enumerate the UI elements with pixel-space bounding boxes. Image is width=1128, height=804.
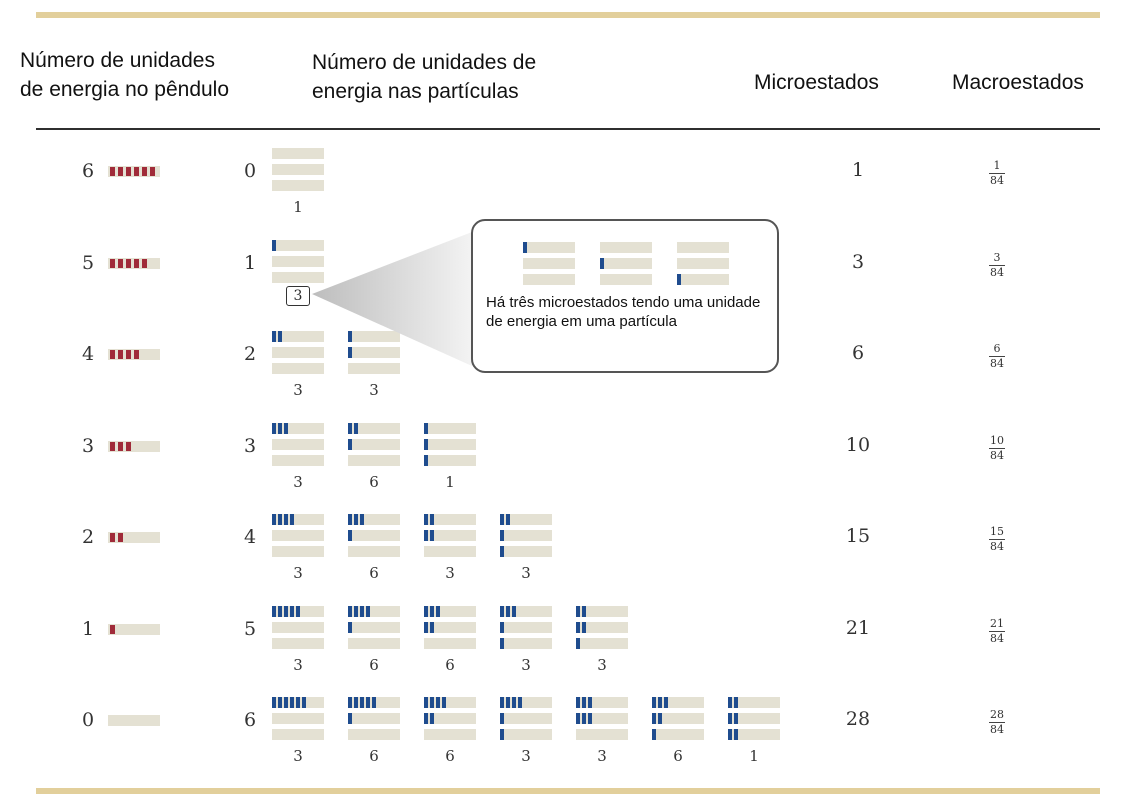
microstates-value: 3 <box>851 250 865 273</box>
group-count: 6 <box>445 655 455 674</box>
group-count: 1 <box>293 198 303 216</box>
fraction-denominator: 84 <box>990 448 1004 462</box>
group-count: 3 <box>369 381 379 399</box>
group-count: 3 <box>293 655 303 674</box>
group-count: 3 <box>521 564 531 582</box>
particle-bar <box>677 242 729 253</box>
group-count: 3 <box>597 747 607 765</box>
header-particles-line2: energia nas partículas <box>312 80 519 103</box>
header-microstates: Microestados <box>754 71 879 94</box>
particle-count: 5 <box>244 617 257 640</box>
energy-unit <box>600 258 604 269</box>
fraction-denominator: 84 <box>990 631 1004 645</box>
pendulum-count: 4 <box>82 343 95 365</box>
fraction-numerator: 28 <box>990 708 1004 721</box>
group-count: 1 <box>445 472 455 491</box>
header-pendulum-line2: de energia no pêndulo <box>20 78 230 101</box>
microstates-value: 21 <box>845 616 871 639</box>
callout-text: Há três microestados tendo uma unidade de energia em uma partícula <box>486 294 761 330</box>
particle-count: 1 <box>244 251 257 274</box>
header-particles-line1: Número de unidades de <box>312 51 537 74</box>
group-count: 3 <box>445 564 455 582</box>
group-count: 1 <box>749 747 759 765</box>
group-count: 3 <box>293 472 303 491</box>
particle-bar <box>523 274 575 285</box>
particle-bar <box>600 258 652 269</box>
fraction-denominator: 84 <box>990 357 1004 370</box>
particle-bar <box>677 274 729 285</box>
particle-count: 3 <box>244 434 257 457</box>
callout-microstate <box>523 242 575 280</box>
fraction-numerator: 15 <box>990 525 1004 538</box>
microstates-value: 15 <box>845 525 871 547</box>
group-count: 6 <box>673 747 683 765</box>
particle-bar <box>523 258 575 269</box>
fraction-numerator: 10 <box>990 433 1004 447</box>
pendulum-count: 2 <box>82 526 95 548</box>
fraction-denominator: 84 <box>990 540 1004 553</box>
group-count: 3 <box>521 747 531 765</box>
pendulum-count: 0 <box>82 709 95 731</box>
particle-count: 6 <box>244 709 257 731</box>
energy-unit <box>677 274 681 285</box>
fraction-denominator: 84 <box>990 174 1004 187</box>
energy-unit <box>523 242 527 253</box>
group-count: 6 <box>369 472 379 491</box>
fraction-denominator: 84 <box>990 723 1004 736</box>
callout-microstate <box>600 242 652 280</box>
pendulum-count: 6 <box>82 160 95 182</box>
header-pendulum-line1: Número de unidades <box>20 49 215 72</box>
group-count: 6 <box>369 564 379 582</box>
group-count: 6 <box>369 747 379 765</box>
group-count: 3 <box>293 564 303 582</box>
fraction-numerator: 6 <box>989 343 1005 357</box>
header-macrostates: Macroestados <box>952 71 1084 94</box>
group-count: 3 <box>293 381 303 399</box>
group-count: 3 <box>293 747 303 765</box>
pendulum-count: 3 <box>82 434 95 457</box>
microstates-value: 10 <box>845 433 871 456</box>
fraction-denominator: 84 <box>990 265 1004 279</box>
particle-count: 4 <box>244 526 257 548</box>
microstates-value: 6 <box>851 342 865 364</box>
pendulum-count: 1 <box>82 617 95 640</box>
particle-bar <box>523 242 575 253</box>
microstates-value: 28 <box>845 708 871 730</box>
fraction-numerator: 1 <box>989 160 1005 174</box>
pendulum-count: 5 <box>82 251 95 274</box>
group-count: 6 <box>445 747 455 765</box>
microstates-value: 1 <box>851 159 865 181</box>
group-count: 6 <box>369 655 379 674</box>
group-count: 3 <box>521 655 531 674</box>
particle-bar <box>600 274 652 285</box>
fraction-numerator: 21 <box>990 616 1004 630</box>
group-count: 3 <box>597 655 607 674</box>
callout-microstate <box>677 242 729 280</box>
fraction-numerator: 3 <box>989 252 1005 266</box>
particle-count: 0 <box>244 160 257 182</box>
particle-count: 2 <box>244 343 257 365</box>
particle-bar <box>677 258 729 269</box>
particle-bar <box>600 242 652 253</box>
callout-label: 3 <box>286 286 310 306</box>
